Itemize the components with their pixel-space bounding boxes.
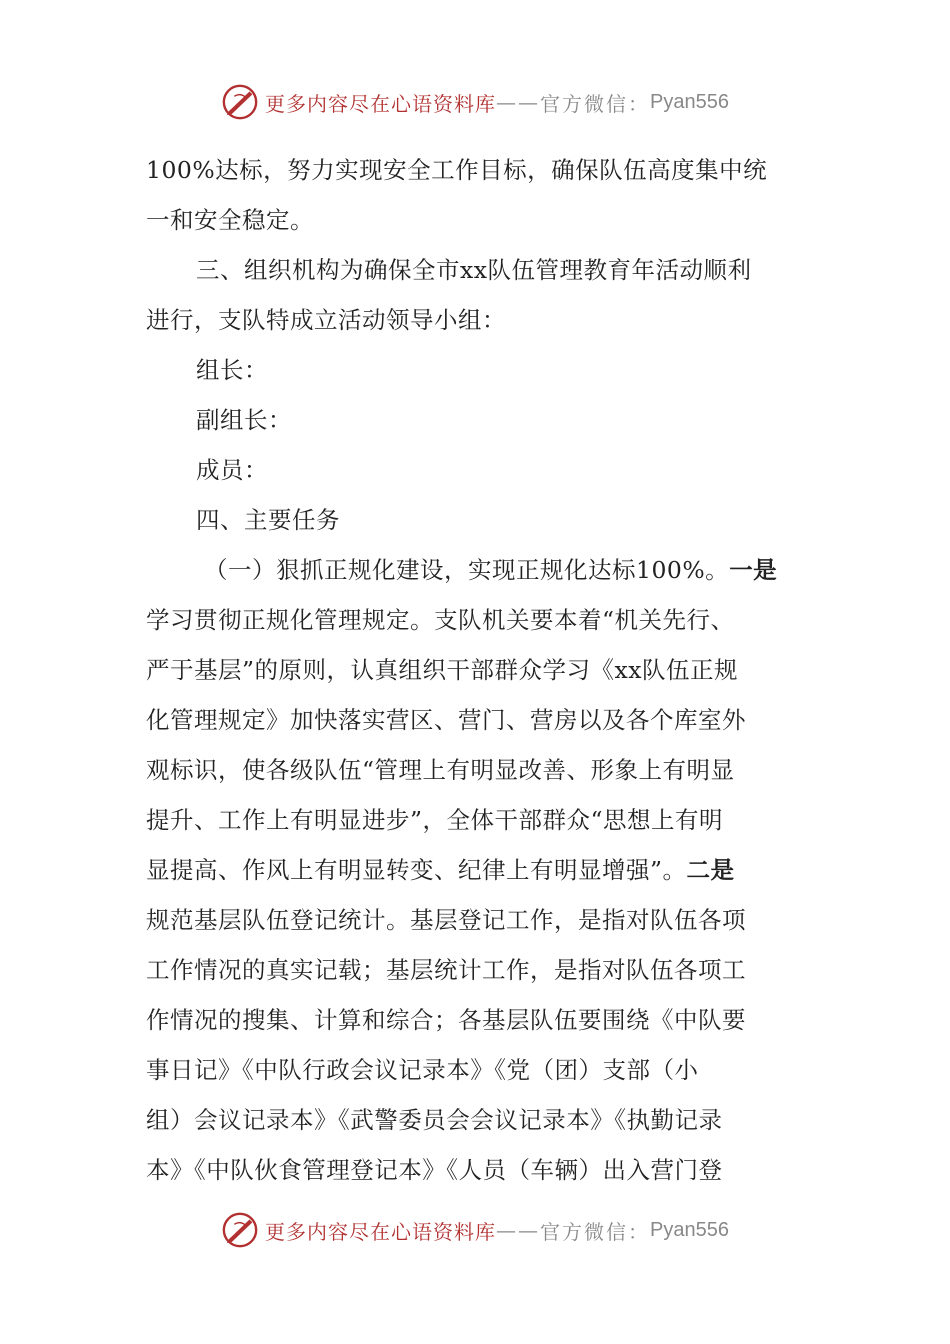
watermark-tagline: 更多内容尽在心语资料库 — [265, 91, 497, 116]
watermark-wechat-id: Pyan556 — [650, 1218, 729, 1241]
body-line: 严于基层”的原则，认真组织干部群众学习《xx队伍正规 — [146, 656, 739, 684]
subsection-heading — [146, 545, 806, 595]
body-line: 一和安全稳定。 — [146, 206, 314, 234]
section-heading-organization: 三、组织机构为确保全市xx队伍管理教育年活动顺利 — [196, 256, 752, 284]
deputy-leader-line: 副组长： — [196, 406, 292, 434]
watermark-dash: —— — [496, 1218, 541, 1242]
body-line: 组）会议记录本》《武警委员会会议记录本》《执勤记录 — [146, 1106, 723, 1134]
point-one-label: 一是 — [729, 556, 778, 584]
section-heading-tasks: 四、主要任务 — [196, 506, 340, 534]
body-line: 工作情况的真实记载；基层统计工作，是指对队伍各项工 — [146, 956, 746, 984]
body-line: 学习贯彻正规化管理规定。支队机关要本着“机关先行、 — [146, 606, 735, 634]
body-line — [146, 845, 806, 895]
watermark-wechat-id: Pyan556 — [650, 90, 729, 113]
subsection-text: （一）狠抓正规化建设，实现正规化达标100%。 — [204, 556, 730, 584]
body-line: 作情况的搜集、计算和综合；各基层队伍要围绕《中队要 — [146, 1006, 746, 1034]
watermark-wechat-label: 官方微信： — [540, 1219, 651, 1244]
document-body — [146, 145, 806, 1195]
pen-logo-icon — [221, 1211, 259, 1249]
point-two-label: 二是 — [686, 856, 735, 884]
team-leader-line: 组长： — [196, 356, 268, 384]
body-line: 进行，支队特成立活动领导小组： — [146, 306, 506, 334]
body-line: 规范基层队伍登记统计。基层登记工作，是指对队伍各项 — [146, 906, 746, 934]
watermark-wechat-label: 官方微信： — [540, 91, 651, 116]
body-text: 显提高、作风上有明显转变、纪律上有明显增强”。 — [146, 856, 687, 884]
body-line: 本》《中队伙食管理登记本》《人员（车辆）出入营门登 — [146, 1156, 723, 1184]
body-line: 提升、工作上有明显进步”，全体干部群众“思想上有明 — [146, 806, 724, 834]
members-line: 成员： — [196, 456, 268, 484]
watermark-banner-top — [0, 80, 950, 124]
watermark-dash: —— — [496, 90, 541, 114]
body-line: 化管理规定》加快落实营区、营门、营房以及各个库室外 — [146, 706, 746, 734]
pen-logo-icon — [221, 83, 259, 121]
body-line: 观标识，使各级队伍“管理上有明显改善、形象上有明显 — [146, 756, 735, 784]
body-line: 事日记》《中队行政会议记录本》《党（团）支部（小 — [146, 1056, 699, 1084]
watermark-banner-bottom — [0, 1208, 950, 1252]
watermark-tagline: 更多内容尽在心语资料库 — [265, 1219, 497, 1244]
body-line: 100%达标，努力实现安全工作目标，确保队伍高度集中统 — [146, 156, 768, 184]
